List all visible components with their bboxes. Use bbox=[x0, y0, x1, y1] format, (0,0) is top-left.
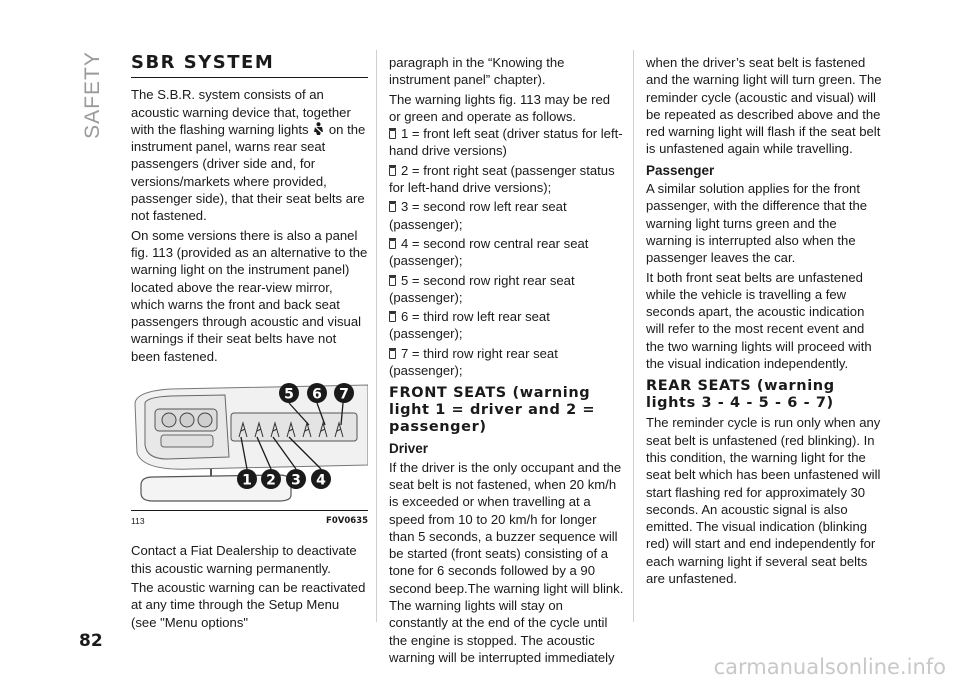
callout-top-7 bbox=[334, 383, 354, 403]
callout-label: 3 bbox=[291, 472, 301, 489]
callout-label: 2 bbox=[266, 472, 276, 489]
watermark-brand: carmanualsonline.info bbox=[713, 655, 946, 679]
list-item: 4 = second row central rear seat (passenger); bbox=[389, 235, 589, 269]
callout-label: 7 bbox=[339, 386, 349, 403]
section-heading: SBR SYSTEM bbox=[131, 54, 368, 78]
paragraph: The acoustic warning can be reactivated at any time through the Setup Menu (see "Menu options" bbox=[131, 579, 366, 630]
paragraph-text: on the instrument panel, warns rear seat passengers (driver side and, for versions/markets where provided, passenger side), that their seat belts are not fastened. bbox=[131, 121, 366, 224]
callout-bottom-4 bbox=[311, 469, 331, 489]
column-divider bbox=[376, 50, 377, 622]
subsection-subheading: Passenger bbox=[646, 162, 715, 178]
subsection-heading: REAR SEATS (warning lights 3 - 4 - 5 - 6 - 7) bbox=[646, 378, 835, 412]
column-2 bbox=[389, 54, 625, 668]
paragraph: If the driver is the only occupant and the seat belt is not fastened, when 20 km/h is exceeded or when travelling at a speed from 10 to 20 km/h for longer than 5 seconds, a buzzer sequence will be started (front seats) consisting of a tone for 6 seconds followed by a 90 second beep.The warning light will blink. The warning lights will stay on constantly at the end of the cycle until the engine is stopped. The acoustic warning will be interrupted immediately bbox=[389, 459, 624, 665]
list-item: 2 = front right seat (passenger status for left-hand drive versions); bbox=[389, 162, 615, 196]
bullet-icon bbox=[389, 350, 396, 359]
paragraph-text: The S.B.R. system consists of an acoustic warning device that, together with the flashing warning lights bbox=[131, 87, 351, 137]
callout-bottom-3 bbox=[286, 469, 306, 489]
callout-label: 5 bbox=[284, 386, 294, 403]
subsection-heading: FRONT SEATS (warning light 1 = driver and 2 = passenger) bbox=[389, 385, 596, 436]
column-divider bbox=[633, 50, 634, 622]
callout-top-5 bbox=[279, 383, 299, 403]
list-item: 5 = second row right rear seat (passenger); bbox=[389, 272, 575, 305]
paragraph: A similar solution applies for the front passenger, with the difference that the warning light turns green and the warning is interrupted also when the passenger leaves the car. bbox=[646, 181, 868, 266]
page-number: 82 bbox=[79, 631, 103, 651]
paragraph: paragraph in the “Knowing the instrument panel” chapter). bbox=[389, 55, 565, 88]
subsection-subheading: Driver bbox=[389, 441, 429, 457]
callout-bottom-1 bbox=[237, 469, 257, 489]
figure-code: F0V0635 bbox=[326, 516, 368, 527]
seat-belt-icon bbox=[312, 122, 325, 136]
paragraph bbox=[131, 86, 368, 224]
list-item: 7 = third row right rear seat (passenger); bbox=[389, 345, 558, 379]
bullet-icon bbox=[389, 130, 396, 139]
bullet-icon bbox=[389, 167, 396, 176]
paragraph: when the driver’s seat belt is fastened and the warning light will turn green. The reminder cycle (acoustic and visual) will be repeated as described above and the red warning light will flash if the seat belt is unfastened again while travelling. bbox=[646, 55, 882, 157]
callout-bottom-2 bbox=[261, 469, 281, 489]
callout-label: 1 bbox=[242, 472, 252, 489]
bullet-icon bbox=[389, 240, 396, 249]
column-1 bbox=[131, 54, 368, 633]
paragraph: The warning lights fig. 113 may be red or green and operate as follows. bbox=[389, 91, 611, 124]
paragraph: It both front seat belts are unfastened while the vehicle is travelling a few seconds apart, the acoustic indication will refer to the most recent event and the two warning lights will proceed with the visual indication independently. bbox=[646, 269, 872, 372]
list-item: 1 = front left seat (driver status for left-hand drive versions) bbox=[389, 126, 623, 159]
paragraph: The reminder cycle is run only when any seat belt is unfastened (red blinking). In this condition, the warning light for the seat belt which has been unfastened will start flashing red for approximately 30 seconds. An acoustic signal is also emitted. The visual indication (blinking red) will start and end independently for each warning light if several seat belts are unfastened. bbox=[646, 415, 881, 587]
bullet-icon bbox=[389, 313, 396, 322]
figure-number: 113 bbox=[131, 516, 145, 527]
bullet-icon bbox=[389, 203, 396, 212]
list-item: 6 = third row left rear seat (passenger); bbox=[389, 309, 550, 342]
callout-top-6 bbox=[307, 383, 327, 403]
paragraph: On some versions there is also a panel fig. 113 (provided as an alternative to the warning light on the instrument panel) located above the rear-view mirror, which warns the front and back seat passengers through acoustic and visual warnings if their seat belts have not been fastened. bbox=[131, 227, 368, 364]
column-3 bbox=[646, 54, 884, 589]
callout-label: 4 bbox=[316, 472, 326, 489]
callout-label: 6 bbox=[312, 386, 322, 403]
section-side-label: SAFETY bbox=[81, 51, 104, 139]
warning-light-list bbox=[389, 125, 625, 379]
figure-113 bbox=[131, 373, 368, 508]
paragraph: Contact a Fiat Dealership to deactivate this acoustic warning permanently. bbox=[131, 543, 357, 576]
bullet-icon bbox=[389, 277, 396, 286]
overhead-panel-illustration bbox=[131, 373, 368, 508]
figure-caption bbox=[131, 510, 368, 530]
list-item: 3 = second row left rear seat (passenger); bbox=[389, 199, 567, 232]
